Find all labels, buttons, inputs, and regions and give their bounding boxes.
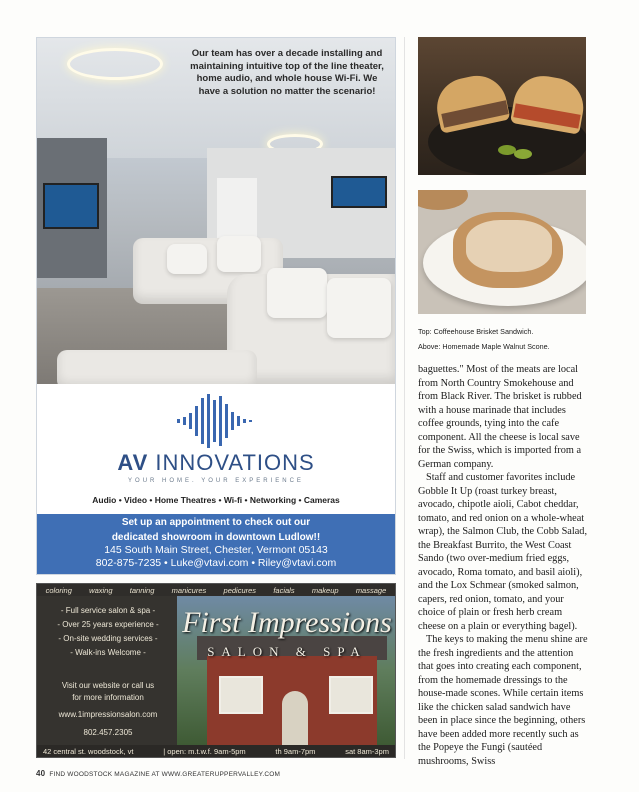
av-innovations-ad [36, 37, 396, 575]
caption-above: Above: Homemade Maple Walnut Scone. [418, 342, 550, 351]
av-logo-area [37, 384, 395, 514]
av-cta-line2: dedicated showroom in downtown Ludlow!! [111, 532, 321, 543]
article-body [418, 363, 588, 768]
av-headline: Our team has over a decade installing and maintaining intuitive top of the line theater, home audio, and whole house Wi-Fi. We have a solution no matter the scenario! [190, 48, 384, 97]
fi-info [43, 680, 173, 738]
fi-service: tanning [129, 585, 155, 595]
fi-service: massage [355, 585, 387, 595]
fi-service: facials [273, 585, 295, 595]
article-paragraph: baguettes." Most of the meats are local from North Country Smokehouse and from Black River. The brisket is rubbed with a house marinade that includes coffee grounds, tying into the cafe component. All the cheese is local save for the Swiss, which is imported from a German company. [418, 364, 582, 470]
fi-service: makeup [311, 585, 339, 595]
page-footer [36, 769, 280, 778]
av-brand-name: AV INNOVATIONS [117, 450, 315, 475]
fi-feature: - Over 25 years experience - [57, 620, 159, 629]
fi-service: coloring [45, 585, 72, 595]
fi-phone: 802.457.2305 [83, 727, 133, 737]
av-contact-band [37, 514, 395, 574]
fi-service: waxing [89, 585, 113, 595]
caption-top: Top: Coffeehouse Brisket Sandwich. [418, 327, 534, 336]
av-services: Audio • Video • Home Theatres • Wi-fi • Networking • Cameras [92, 495, 340, 505]
fi-feature: - Walk-ins Welcome - [70, 648, 146, 657]
soundwave-icon [177, 394, 257, 448]
fi-feature: - Full service salon & spa - [60, 606, 156, 615]
fi-service: manicures [171, 585, 207, 595]
fi-services-bar [37, 584, 395, 596]
brisket-sandwich-photo [418, 37, 586, 175]
fi-hours-thursday: th 9am-7pm [275, 747, 316, 756]
fi-info-line1: Visit our website or call us [61, 681, 155, 690]
maple-scone-photo [418, 190, 586, 314]
fi-hours-label: open: [167, 747, 187, 756]
fi-hours-bar: 42 central st. woodstock, vt | open: m.t.w.f. 9am-5pm th 9am-7pm sat 8am-3pm [37, 745, 395, 758]
fi-feature: - On-site wedding services - [58, 634, 158, 643]
footer-text: FIND WOODSTOCK MAGAZINE AT WWW.GREATERUPPERVALLEY.COM [49, 771, 281, 778]
fi-website: www.1impressionsalon.com [58, 710, 158, 719]
page-number: 40 [36, 769, 46, 778]
first-impressions-ad [36, 583, 396, 758]
column-divider [404, 37, 405, 759]
av-tagline: YOUR HOME. YOUR EXPERIENCE [128, 478, 304, 484]
fi-service: pedicures [223, 585, 257, 595]
av-cta-line1: Set up an appointment to check out our [121, 517, 311, 528]
fi-subtitle: SALON & SPA [207, 644, 367, 659]
av-address: 145 South Main Street, Chester, Vermont 05143 [104, 544, 328, 556]
fi-title: First Impressions [182, 606, 392, 639]
fi-feature-list [43, 604, 173, 660]
article-paragraph: The keys to making the menu shine are the fresh ingredients and the attention that goes into creating each component, from the homemade dressings to the house-made scones. While certain items like the chicken salad sandwich have been in place since the beginning, others have been added more recently such as the Popeye the Fungi (sautéed mushrooms, Swiss [418, 634, 588, 767]
fi-hours-weekday: m.t.w.f. 9am-5pm [188, 747, 246, 756]
article-paragraph: Staff and customer favorites include Gobble It Up (roast turkey breast, avocado, chipotle aioli, Cabot cheddar, tomato, and red onion on a whole-wheat wrap), the Salmon Club, the Cobb Salad, the Breakfast Burrito, the West Coast Sando (two over-medium fried eggs, avocado, Roma tomato, and basil aioli), and the Lox Schmear (smoked salmon, capers, red onion, tomato, and your choice of plain or fresh herb cream cheese on a plain or everything bagel). [418, 472, 588, 632]
fi-info-line2: for more information [72, 692, 144, 702]
av-contact: 802-875-7235 • Luke@vtavi.com • Riley@vtavi.com [95, 557, 337, 569]
fi-hours-saturday: sat 8am-3pm [345, 747, 389, 756]
fi-address: 42 central st. woodstock, vt [43, 747, 134, 756]
